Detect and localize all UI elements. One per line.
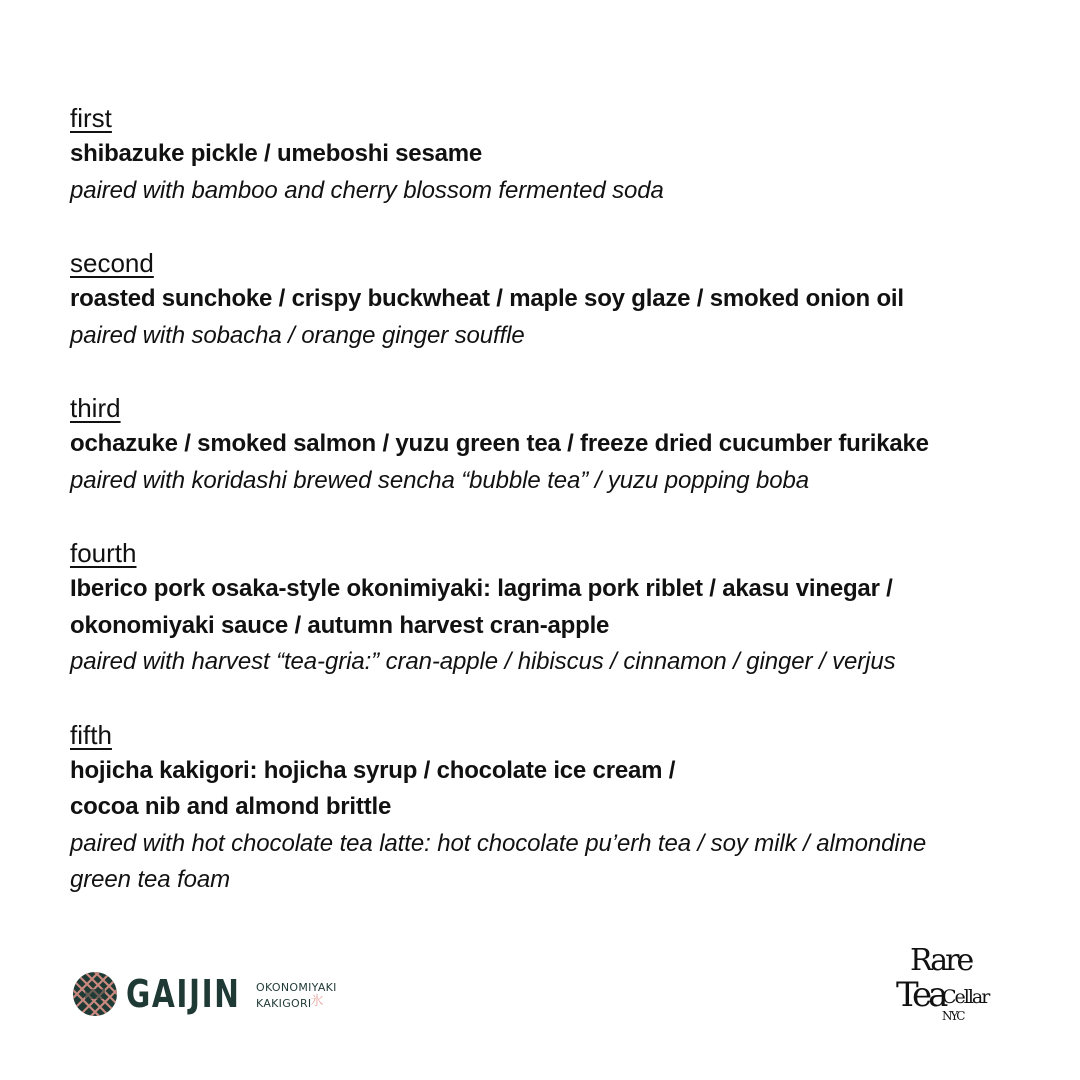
rtc-monogram-nyc: NYC <box>942 1009 964 1023</box>
gaijin-subline-okonomiyaki: OKONOMIYAKI <box>256 981 337 994</box>
course-dish-line: okonomiyaki sauce / autumn harvest cran-apple <box>70 611 610 639</box>
course-label: second <box>70 248 154 278</box>
course-dish <box>70 753 1030 826</box>
course-dish-line: shibazuke pickle / umeboshi sesame <box>70 140 483 167</box>
gaijin-subline <box>256 980 337 1012</box>
gaijin-wordmark: GAIJIN <box>126 972 241 1016</box>
course-third <box>70 390 1030 499</box>
gaijin-kanji: 氷 <box>310 994 324 1009</box>
course-dish-line: Iberico pork osaka-style okonimiyaki: lagrima pork riblet / akasu vinegar / <box>70 575 893 602</box>
course-pairing-line: paired with hot chocolate tea latte: hot chocolate pu’erh tea / soy milk / almondine <box>70 829 927 857</box>
course-pairing <box>70 318 1030 355</box>
course-dish <box>70 136 1030 173</box>
course-fourth <box>70 535 1030 681</box>
gaijin-logo <box>72 968 352 1030</box>
course-pairing-line: green tea foam <box>70 866 231 893</box>
course-dish <box>70 571 1030 644</box>
course-dish <box>70 426 1030 463</box>
course-dish-line: ochazuke / smoked salmon / yuzu green tea / freeze dried cucumber furikake <box>70 430 929 457</box>
course-dish-line: cocoa nib and almond brittle <box>70 793 392 820</box>
tasting-menu <box>70 100 1030 935</box>
course-second <box>70 245 1030 354</box>
course-pairing-line: paired with sobacha / orange ginger souffle <box>70 321 525 349</box>
course-fifth <box>70 717 1030 899</box>
course-pairing <box>70 644 1030 681</box>
rtc-word-cellar: Cellar <box>942 986 989 1008</box>
striped-circle-icon <box>72 971 118 1017</box>
gaijin-subline-kakigori: KAKIGORI <box>256 997 312 1010</box>
course-pairing <box>70 463 1030 500</box>
course-label: fourth <box>70 538 137 568</box>
course-pairing <box>70 826 1030 899</box>
course-label: first <box>70 103 112 133</box>
course-label: third <box>70 393 121 423</box>
course-label: fifth <box>70 719 112 750</box>
rtc-word-rare: Rare <box>910 943 972 978</box>
course-dish <box>70 281 1030 318</box>
course-dish-line: roasted sunchoke / crispy buckwheat / maple soy glaze / smoked onion oil <box>70 285 904 312</box>
course-pairing <box>70 173 1030 210</box>
rare-tea-cellar-logo <box>890 942 1010 1032</box>
course-pairing-line: paired with harvest “tea-gria:” cran-apple / hibiscus / cinnamon / ginger / verjus <box>70 648 896 675</box>
course-pairing-line: paired with koridashi brewed sencha “bubble tea” / yuzu popping boba <box>70 466 810 494</box>
rtc-word-tea: Tea <box>896 975 945 1015</box>
course-dish-line: hojicha kakigori: hojicha syrup / chocolate ice cream / <box>70 756 676 784</box>
course-pairing-line: paired with bamboo and cherry blossom fermented soda <box>70 176 664 204</box>
course-first <box>70 100 1030 209</box>
